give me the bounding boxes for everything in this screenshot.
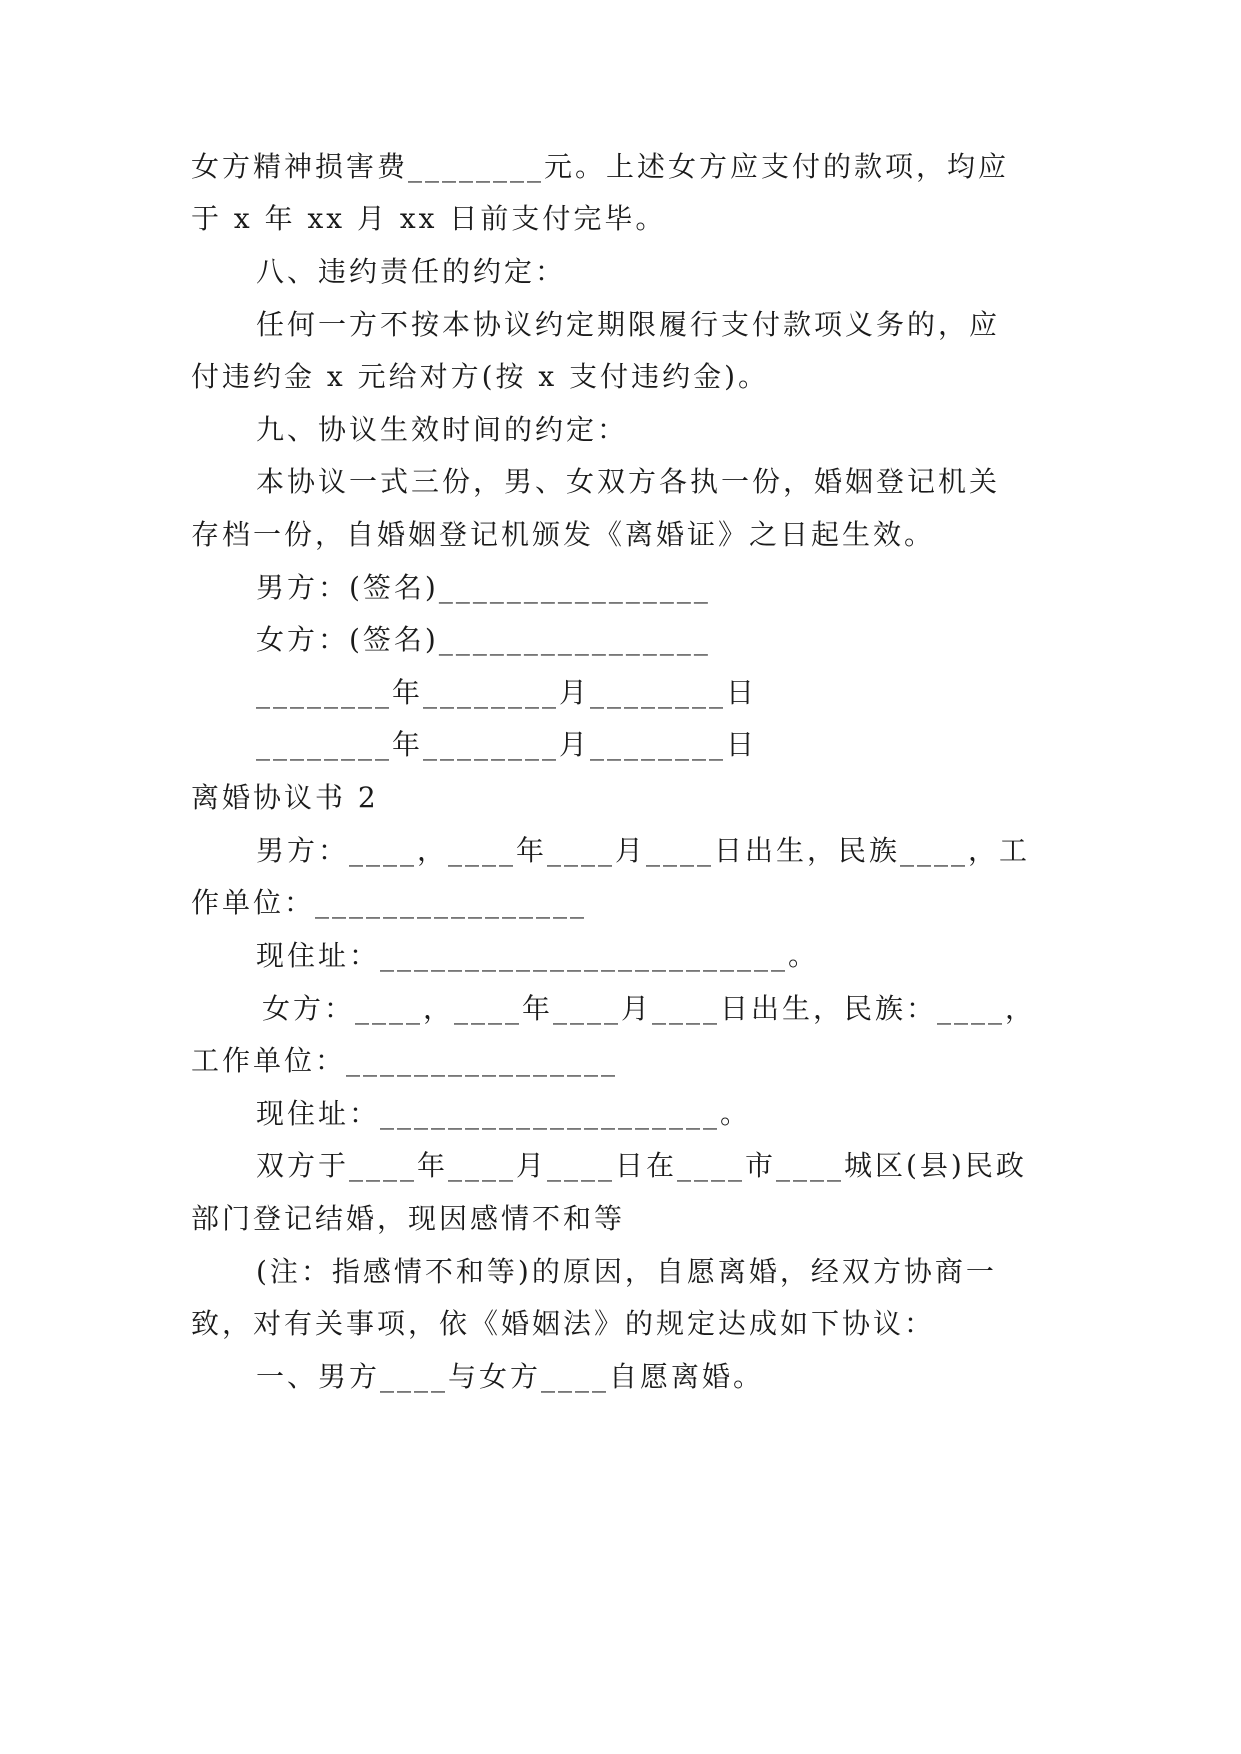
date-line-2: ________年________月________日	[256, 728, 758, 761]
female-info-line: 女方：____，____年____月____日出生，民族：____，	[262, 992, 1037, 1025]
paragraph-line-22: (注：指感情不和等)的原因，自愿离婚，经双方协商一	[256, 1255, 997, 1288]
section-heading-effective: 九、协议生效时间的约定：	[256, 413, 629, 446]
paragraph-line-5: 付违约金 x 元给对方(按 x 支付违约金)。	[191, 360, 770, 393]
section-heading-breach: 八、违约责任的约定：	[256, 255, 567, 288]
signature-female: 女方：(签名)________________	[256, 623, 711, 656]
female-address-line: 现住址：____________________。	[256, 1097, 752, 1130]
signature-male: 男方：(签名)________________	[256, 571, 711, 604]
paragraph-line-1: 女方精神损害费________元。上述女方应支付的款项，均应	[191, 150, 1010, 183]
female-workplace-line: 工作单位：________________	[191, 1044, 619, 1077]
paragraph-line-8: 存档一份，自婚姻登记机颁发《离婚证》之日起生效。	[191, 518, 936, 551]
male-workplace-line: 作单位：________________	[191, 886, 588, 919]
paragraph-line-4: 任何一方不按本协议约定期限履行支付款项义务的，应	[256, 308, 1001, 341]
male-address-line: 现住址：________________________。	[256, 939, 820, 972]
paragraph-line-7: 本协议一式三份，男、女双方各执一份，婚姻登记机关	[256, 465, 1001, 498]
male-info-line: 男方：____，____年____月____日出生，民族____，工	[256, 834, 1031, 867]
paragraph-line-2: 于 x 年 xx 月 xx 日前支付完毕。	[191, 202, 667, 235]
clause-one: 一、男方____与女方____自愿离婚。	[256, 1360, 765, 1393]
date-line-1: ________年________月________日	[256, 676, 758, 709]
document-title: 离婚协议书 2	[191, 781, 379, 814]
paragraph-line-21: 部门登记结婚，现因感情不和等	[191, 1202, 626, 1235]
marriage-registration-line: 双方于____年____月____日在____市____城区(县)民政	[256, 1149, 1027, 1182]
paragraph-line-23: 致，对有关事项，依《婚姻法》的规定达成如下协议：	[191, 1307, 936, 1340]
